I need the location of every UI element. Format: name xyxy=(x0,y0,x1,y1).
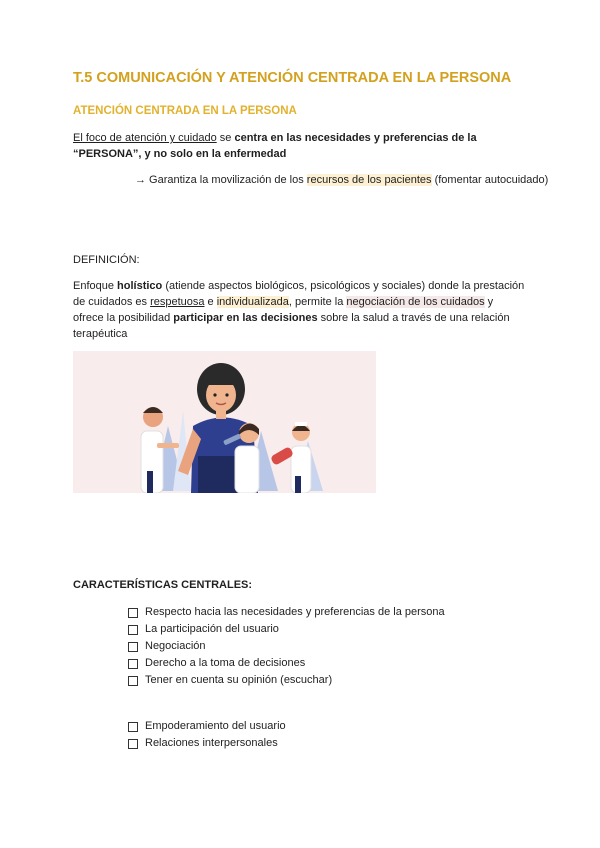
def-respectful: respetuosa xyxy=(150,296,205,308)
def-participate: participar en las decisiones xyxy=(173,312,318,324)
def-text: (atiende aspectos biológicos, psicológicos y sociales) donde la prestación xyxy=(162,280,525,292)
guarantee-text-1: → Garantiza la movilización de los xyxy=(135,174,307,186)
characteristics-label: CARACTERÍSTICAS CENTRALES: xyxy=(73,579,253,591)
def-text: y xyxy=(484,296,494,308)
guarantee-line xyxy=(135,172,595,188)
list-item xyxy=(128,621,445,638)
list-item-label: Derecho a la toma de decisiones xyxy=(145,657,306,669)
list-item-label: Negociación xyxy=(145,640,206,652)
list-item xyxy=(128,718,286,735)
def-text: , permite la xyxy=(288,296,347,308)
focus-bold-1: centra en las necesidades y preferencias de la xyxy=(234,132,477,144)
def-text: de cuidados es xyxy=(73,296,151,308)
checkbox-icon[interactable] xyxy=(128,722,138,732)
def-text: e xyxy=(204,296,217,308)
care-team-illustration xyxy=(73,351,376,493)
characteristics-list-a xyxy=(128,604,445,689)
def-holistic: holístico xyxy=(117,280,163,292)
checkbox-icon[interactable] xyxy=(128,608,138,618)
checkbox-icon[interactable] xyxy=(128,625,138,635)
list-item-label: Respecto hacia las necesidades y preferencias de la persona xyxy=(145,606,445,618)
section-subtitle: ATENCIÓN CENTRADA EN LA PERSONA xyxy=(73,105,297,117)
list-item-label: Empoderamiento del usuario xyxy=(145,720,286,732)
focus-underlined: El foco de atención y cuidado xyxy=(73,132,217,144)
focus-bold-2: “PERSONA”, y no solo en la enfermedad xyxy=(73,148,287,160)
checkbox-icon[interactable] xyxy=(128,676,138,686)
def-text: terapéutica xyxy=(73,328,128,340)
def-text: sobre la salud a través de una relación xyxy=(317,312,510,324)
def-individualized: individualizada xyxy=(216,296,289,308)
list-item-label: Relaciones interpersonales xyxy=(145,737,278,749)
page-title: T.5 COMUNICACIÓN Y ATENCIÓN CENTRADA EN LA PERSONA xyxy=(73,70,512,86)
checkbox-icon[interactable] xyxy=(128,642,138,652)
list-item xyxy=(128,638,445,655)
characteristics-list-b xyxy=(128,718,286,752)
def-text: Enfoque xyxy=(73,280,118,292)
checkbox-icon[interactable] xyxy=(128,739,138,749)
list-item xyxy=(128,604,445,621)
list-item-label: La participación del usuario xyxy=(145,623,279,635)
def-negotiation: negociación de los cuidados xyxy=(346,296,485,308)
guarantee-highlight: recursos de los pacientes xyxy=(306,174,432,186)
definition-paragraph xyxy=(73,278,533,342)
list-item xyxy=(128,735,286,752)
list-item xyxy=(128,672,445,689)
focus-connector: se xyxy=(216,132,235,144)
list-item-label: Tener en cuenta su opinión (escuchar) xyxy=(145,674,333,686)
definition-label: DEFINICIÓN: xyxy=(73,254,140,266)
def-text: ofrece la posibilidad xyxy=(73,312,174,324)
list-item xyxy=(128,655,445,672)
checkbox-icon[interactable] xyxy=(128,659,138,669)
focus-paragraph xyxy=(73,130,533,162)
guarantee-text-2: (fomentar autocuidado) xyxy=(431,174,549,186)
